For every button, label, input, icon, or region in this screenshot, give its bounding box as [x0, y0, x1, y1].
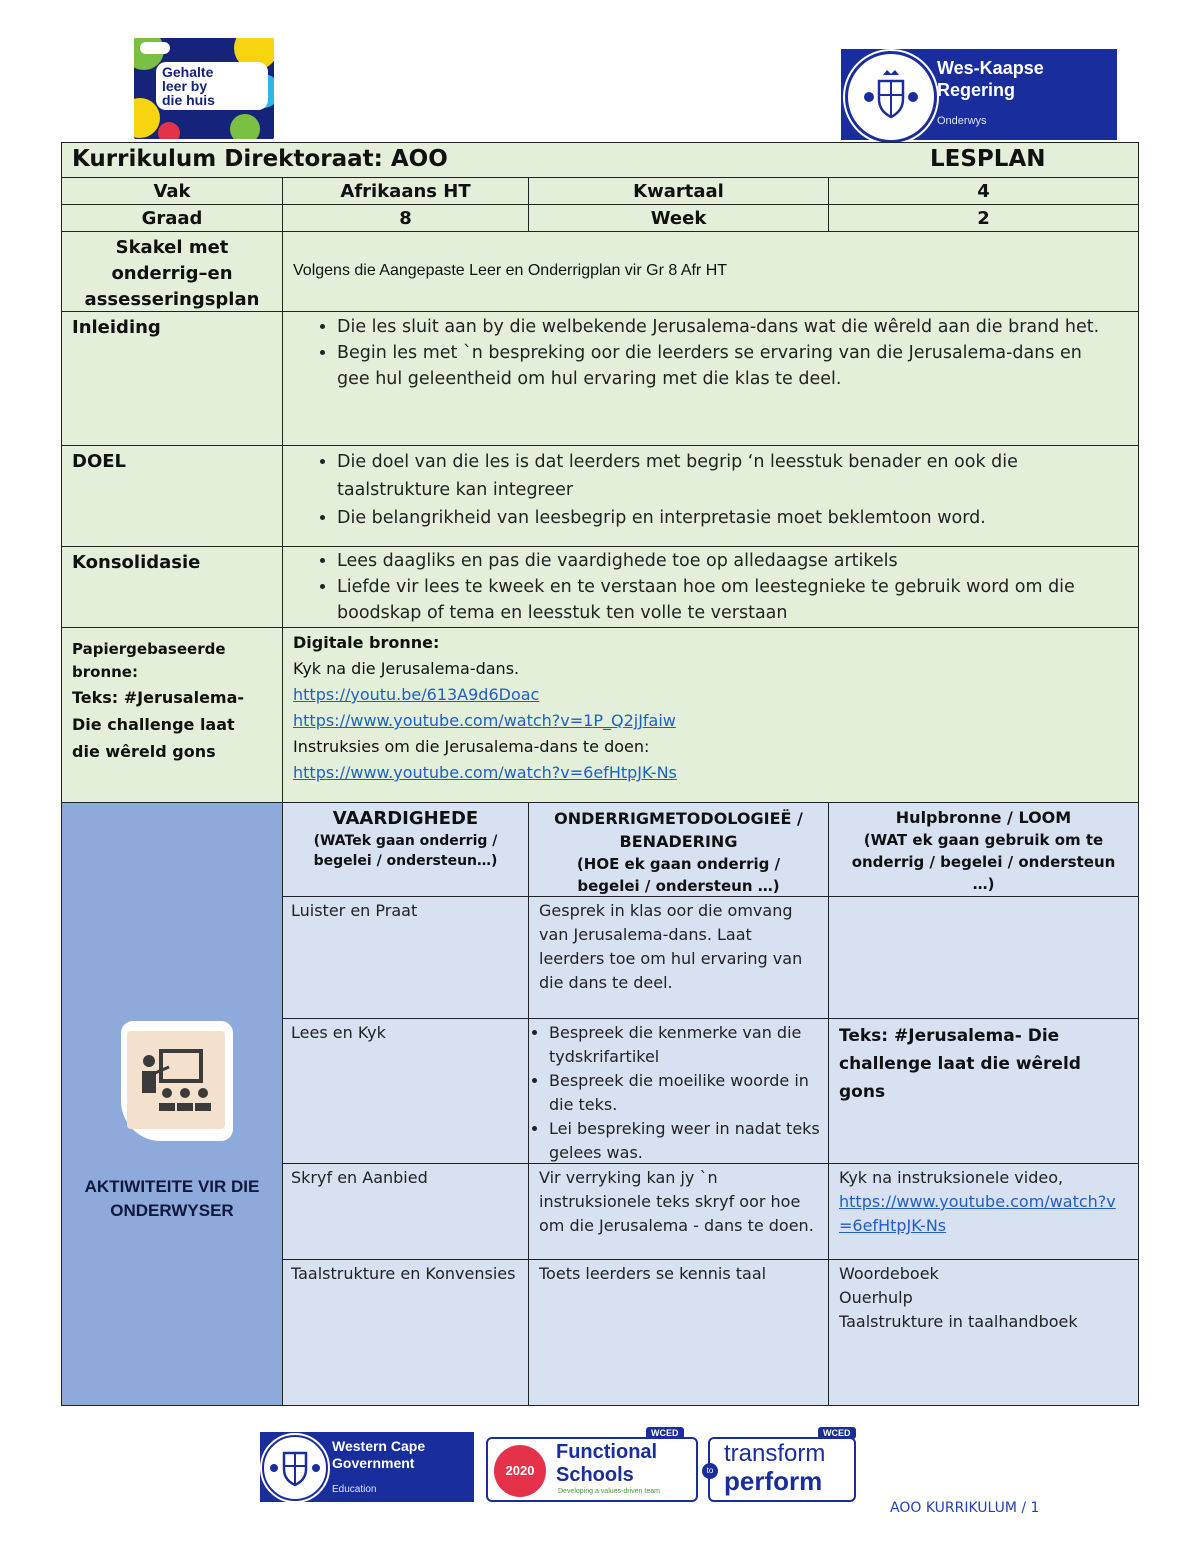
col3-title: Hulpbronne / LOOM [895, 808, 1072, 827]
activities-side-cell [61, 802, 283, 1406]
konsolidasie-bullet: • Lees daagliks en pas die vaardighede toe op alledaagse artikels [337, 548, 1114, 574]
col-resources-header [828, 802, 1139, 897]
skakel-label-line: onderrig–en [111, 263, 233, 284]
activities-side-label-1: AKTIWITEITE VIR DIE [84, 1177, 260, 1196]
lesplan-title: LESPLAN [930, 146, 1046, 172]
logo-right-line2: Regering [937, 80, 1016, 100]
konsolidasie-label: Konsolidasie [72, 552, 201, 573]
jerusalema-link-2[interactable]: https://www.youtube.com/watch?v=1P_Q2jJfaiw [293, 711, 676, 730]
col2-title: BENADERING [619, 832, 738, 851]
konsolidasie-content [282, 546, 1139, 628]
wcg-line1: Western Cape [332, 1438, 426, 1454]
paper-resources-text-2: Die challenge laat [72, 715, 235, 734]
paper-resources-label-2: bronne: [72, 663, 138, 681]
title-row [61, 142, 1139, 178]
kwartaal-value: 4 [828, 177, 1139, 205]
col2-sub: (HOE ek gaan onderrig / [576, 855, 781, 873]
wes-kaapse-regering-logo [841, 49, 1117, 140]
row4-resource [828, 1259, 1139, 1406]
logo-left-line1: Gehalte [162, 64, 214, 80]
activities-side-label-2: ONDERWYSER [110, 1201, 234, 1220]
row2-resource: Teks: #Jerusalema- Die challenge laat die wêreld gons [828, 1018, 1139, 1164]
skakel-label [61, 231, 283, 312]
row4-resource-line: Taalstrukture in taalhandboek [839, 1312, 1078, 1331]
digital-resources-line: Instruksies om die Jerusalema-dans te doen: [293, 737, 650, 756]
col-vaardighede-header [282, 802, 529, 897]
col-methodology-header [528, 802, 829, 897]
col3-sub: …) [972, 875, 995, 893]
row4-method: Toets leerders se kennis taal [528, 1259, 829, 1406]
konsolidasie-label-cell [61, 546, 283, 628]
vak-label: Vak [61, 177, 283, 205]
doel-label: DOEL [72, 451, 127, 472]
transform-perform-logo [706, 1428, 856, 1502]
inleiding-bullet: • Die les sluit aan by die welbekende Jerusalema-dans wat die wêreld aan die brand het. [337, 314, 1118, 340]
row2-method-bullet: • Bespreek die kenmerke van die tydskrifartikel [549, 1021, 824, 1069]
col3-sub: onderrig / begelei / ondersteun [851, 853, 1116, 871]
row2-method-bullet: • Lei bespreking weer in nadat teks gelees was. [549, 1117, 824, 1165]
logo-right-line1: Wes-Kaapse [937, 58, 1044, 78]
graad-value: 8 [282, 204, 529, 232]
page-footer: AOO KURRIKULUM / 1 [890, 1500, 1040, 1516]
paper-resources-text-1: Teks: #Jerusalema- [72, 688, 245, 707]
digital-resources-line: Kyk na die Jerusalema-dans. [293, 659, 520, 678]
schools-text: Schools [556, 1464, 634, 1486]
doel-bullet: • Die doel van die les is dat leerders met begrip ‘n leesstuk benader en ook die taalstrukture kan integreer [337, 448, 1122, 504]
graad-label: Graad [61, 204, 283, 232]
inleiding-label: Inleiding [72, 317, 161, 338]
row4-resource-line: Ouerhulp [839, 1288, 913, 1307]
col2-title: ONDERRIGMETODOLOGIEË / [554, 809, 803, 828]
inleiding-content [282, 311, 1139, 446]
week-value: 2 [828, 204, 1139, 232]
instructions-link[interactable]: https://www.youtube.com/watch?v=6efHtpJK-Ns [293, 763, 677, 782]
logo-left-line3: die huis [162, 92, 215, 108]
week-label: Week [528, 204, 829, 232]
page-title: Kurrikulum Direktoraat: AOO [72, 146, 448, 172]
logo-left-line2: leer by [162, 78, 208, 94]
vak-value: Afrikaans HT [282, 177, 529, 205]
western-cape-government-logo [260, 1432, 474, 1502]
logo-right-line3: Onderwys [937, 115, 987, 127]
col1-sub: begelei / ondersteun…) [313, 853, 498, 869]
perform-text: perform [724, 1466, 823, 1496]
wced-badge: WCED [646, 1427, 684, 1439]
functional-schools-logo [486, 1428, 698, 1502]
digital-resources-title: Digitale bronne: [293, 633, 440, 652]
row3-skill: Skryf en Aanbied [282, 1163, 529, 1260]
row1-resource [828, 896, 1139, 1019]
paper-resources-cell [61, 627, 283, 803]
konsolidasie-bullet: • Liefde vir lees te kweek en te verstaan hoe om leestegnieke te gebruik word om die boodskap of tema en leesstuk ten volle te verstaan [337, 574, 1114, 626]
row4-skill: Taalstrukture en Konvensies [282, 1259, 529, 1406]
functional-schools-tagline: Developing a values-driven team [558, 1488, 660, 1495]
transform-text: transform [724, 1440, 826, 1467]
col2-sub: begelei / ondersteun …) [577, 877, 780, 895]
skakel-value: Volgens die Aangepaste Leer en Onderrigplan vir Gr 8 Afr HT [293, 262, 728, 279]
functional-text: Functional [556, 1441, 658, 1463]
gehalte-leer-logo [134, 38, 274, 139]
wced-badge: WCED [818, 1427, 856, 1439]
row1-method: Gesprek in klas oor die omvang van Jerusalema-dans. Laat leerders toe om hul ervaring van die dans te deel. [528, 896, 829, 1019]
coat-of-arms-icon [262, 1435, 328, 1501]
row2-method [528, 1018, 829, 1164]
paper-resources-label-1: Papiergebaseerde [72, 640, 226, 658]
col3-sub: (WAT ek gaan gebruik om te [863, 831, 1104, 849]
col1-sub: (WATek gaan onderrig / [313, 833, 498, 849]
row3-resource [828, 1163, 1139, 1260]
jerusalema-link-1[interactable]: https://youtu.be/613A9d6Doac [293, 685, 540, 704]
col1-title: VAARDIGHEDE [332, 808, 479, 829]
row1-skill: Luister en Praat [282, 896, 529, 1019]
row3-resource-text: Kyk na instruksionele video, [839, 1168, 1064, 1187]
teacher-presentation-icon [121, 1021, 233, 1141]
kwartaal-label: Kwartaal [528, 177, 829, 205]
row4-resource-line: Woordeboek [839, 1264, 939, 1283]
coat-of-arms-icon [845, 51, 937, 143]
skakel-value-cell [282, 231, 1139, 312]
row2-skill: Lees en Kyk [282, 1018, 529, 1164]
inleiding-bullet: • Begin les met `n bespreking oor die leerders se ervaring van die Jerusalema-dans en gee hul geleentheid om hul ervaring met die klas te deel. [337, 340, 1118, 392]
wcg-line2: Government [332, 1455, 415, 1471]
skakel-label-line: Skakel met [115, 237, 229, 258]
paper-resources-text-3: die wêreld gons [72, 742, 216, 761]
doel-bullet: • Die belangrikheid van leesbegrip en interpretasie moet beklemtoon word. [337, 504, 1122, 532]
doel-content [282, 445, 1139, 547]
inleiding-label-cell [61, 311, 283, 446]
row3-resource-link[interactable]: https://www.youtube.com/watch?v=6efHtpJK-Ns [839, 1192, 1116, 1235]
digital-resources-cell [282, 627, 1139, 803]
to-badge: to [702, 1463, 718, 1479]
skakel-label-line: assesseringsplan [84, 289, 260, 310]
year-2020-badge: 2020 [494, 1445, 546, 1497]
row2-method-bullet: • Bespreek die moeilike woorde in die teks. [549, 1069, 824, 1117]
doel-label-cell [61, 445, 283, 547]
row3-method: Vir verryking kan jy `n instruksionele teks skryf oor hoe om die Jerusalema - dans te doen. [528, 1163, 829, 1260]
wcg-line3: Education [332, 1484, 377, 1495]
